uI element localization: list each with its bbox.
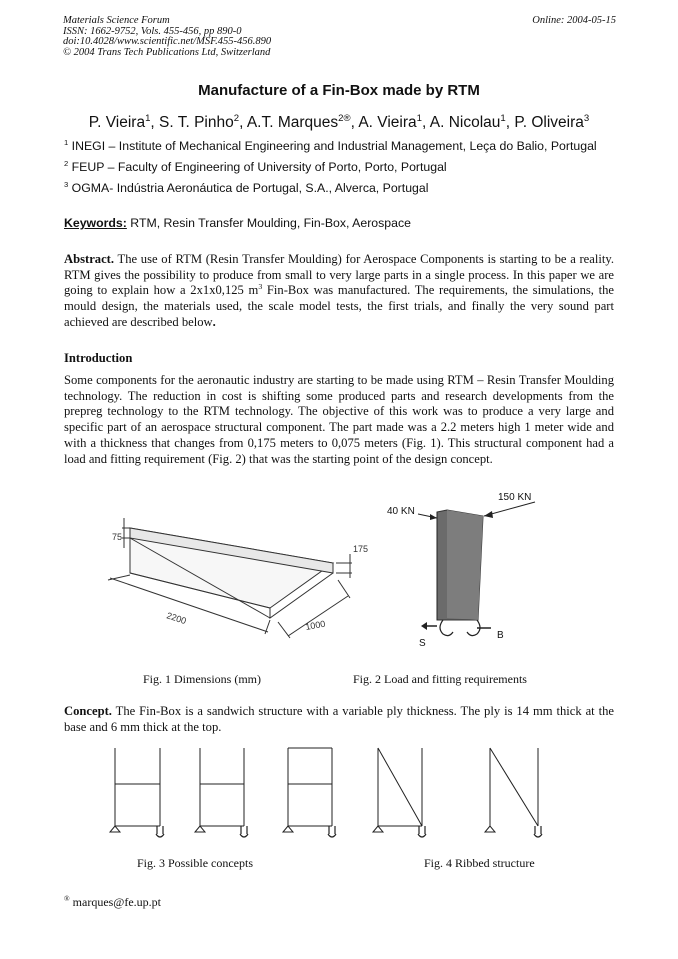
affiliation-3: $^3$ OGMA- Indústria Aeronáutica de Portugal, S.A., Alverca, Portugal bbox=[64, 179, 429, 195]
fig3-caption: Fig. 3 Possible concepts bbox=[137, 856, 253, 870]
author: S. T. Pinho$^2$, bbox=[159, 112, 247, 131]
affiliation-2: $^2$ FEUP – Faculty of Engineering of University of Porto, Porto, Portugal bbox=[64, 158, 447, 174]
concept-label: Concept. bbox=[64, 704, 112, 718]
fig2-label-s: S bbox=[419, 638, 426, 649]
fig1-dimensions-drawing bbox=[100, 508, 390, 658]
author: P. Oliveira$^3$ bbox=[514, 112, 590, 131]
affiliation-1: $^1$ INEGI – Institute of Mechanical Engineering and Industrial Management, Leça do Balio, Portugal bbox=[64, 137, 597, 153]
fig2-load-150: 150 KN bbox=[498, 492, 532, 503]
journal-name: Materials Science Forum bbox=[63, 15, 170, 26]
fig1-caption: Fig. 1 Dimensions (mm) bbox=[143, 672, 262, 686]
keywords-label: Keywords: bbox=[64, 216, 127, 230]
issn-line: ISSN: 1662-9752, Vols. 455-456, pp 890-0 bbox=[63, 25, 242, 37]
paper-title: Manufacture of a Fin-Box made by RTM bbox=[198, 82, 480, 99]
fig1-label-2200: 2200 bbox=[165, 610, 188, 627]
author: A. Nicolau$^1$, bbox=[429, 112, 515, 131]
keywords bbox=[64, 216, 411, 230]
author: A. Vieira$^1$, bbox=[358, 112, 430, 131]
abstract-label: Abstract. bbox=[64, 252, 115, 266]
abstract-paragraph: Abstract. The use of RTM (Resin Transfer Moulding) for Aerospace Components is starting to be a reality. RTM gives the possibility to produce from small to very large parts in a single process. In this paper we are going to explain how a 2x1x0,125 $m^3$ Fin-Box was manufactured. The requirements, the simulations, the mould design, the materials used, the scale model tests, the first trials, and finally the very sound part achieved are described below. bbox=[64, 252, 614, 329]
fig1-label-1000: 1000 bbox=[304, 618, 327, 632]
fig3-fig4-concept-drawings bbox=[100, 742, 560, 840]
fig2-load-40: 40 KN bbox=[387, 506, 415, 517]
copyright-line: © 2004 Trans Tech Publications Ltd, Switzerland bbox=[63, 46, 271, 58]
concept-paragraph: Concept. The Fin-Box is a sandwich structure with a variable ply thickness. The ply is 14 mm thick at the base and 6 mm thick at the top. bbox=[64, 704, 614, 734]
author: P. Vieira$^1$, bbox=[88, 112, 160, 131]
footnote: ® marques@fe.up.pt bbox=[64, 894, 162, 909]
author: A.T. Marques$^{2®}$, bbox=[246, 112, 359, 131]
footnote-email[interactable]: marques@fe.up.pt bbox=[69, 895, 162, 909]
author-list bbox=[0, 114, 678, 132]
introduction-heading: Introduction bbox=[64, 351, 133, 365]
journal-header bbox=[63, 16, 616, 58]
introduction-paragraph: Some components for the aeronautic industry are starting to be made using RTM – Resin Transfer Moulding technology. The reduction in cost is shifting some produced parts and research developments from the prepreg technology to the RTM technology. The objective of this work was to produce a very large and specific part of an aerospace structural component. The part made was a 2.2 meters high 1 meter wide and with a thickness that changes from 0,175 meters to 0,075 meters (Fig. 1). This structural component had a load and fitting requirement (Fig. 2) that was the starting point of the design concept. bbox=[64, 373, 614, 466]
fig1-label-175: 175 bbox=[353, 544, 369, 554]
keywords-text: RTM, Resin Transfer Moulding, Fin-Box, Aerospace bbox=[126, 216, 411, 230]
fig2-label-b: B bbox=[497, 630, 504, 641]
fig2-load-drawing bbox=[385, 488, 545, 653]
fig1-label-75: 75 bbox=[112, 532, 123, 542]
online-date: Online: 2004-05-15 bbox=[532, 15, 616, 26]
fig4-caption: Fig. 4 Ribbed structure bbox=[424, 856, 535, 870]
fig2-caption: Fig. 2 Load and fitting requirements bbox=[353, 672, 527, 686]
doi-line[interactable]: doi:10.4028/www.scientific.net/MSF.455-456.890 bbox=[63, 36, 272, 48]
